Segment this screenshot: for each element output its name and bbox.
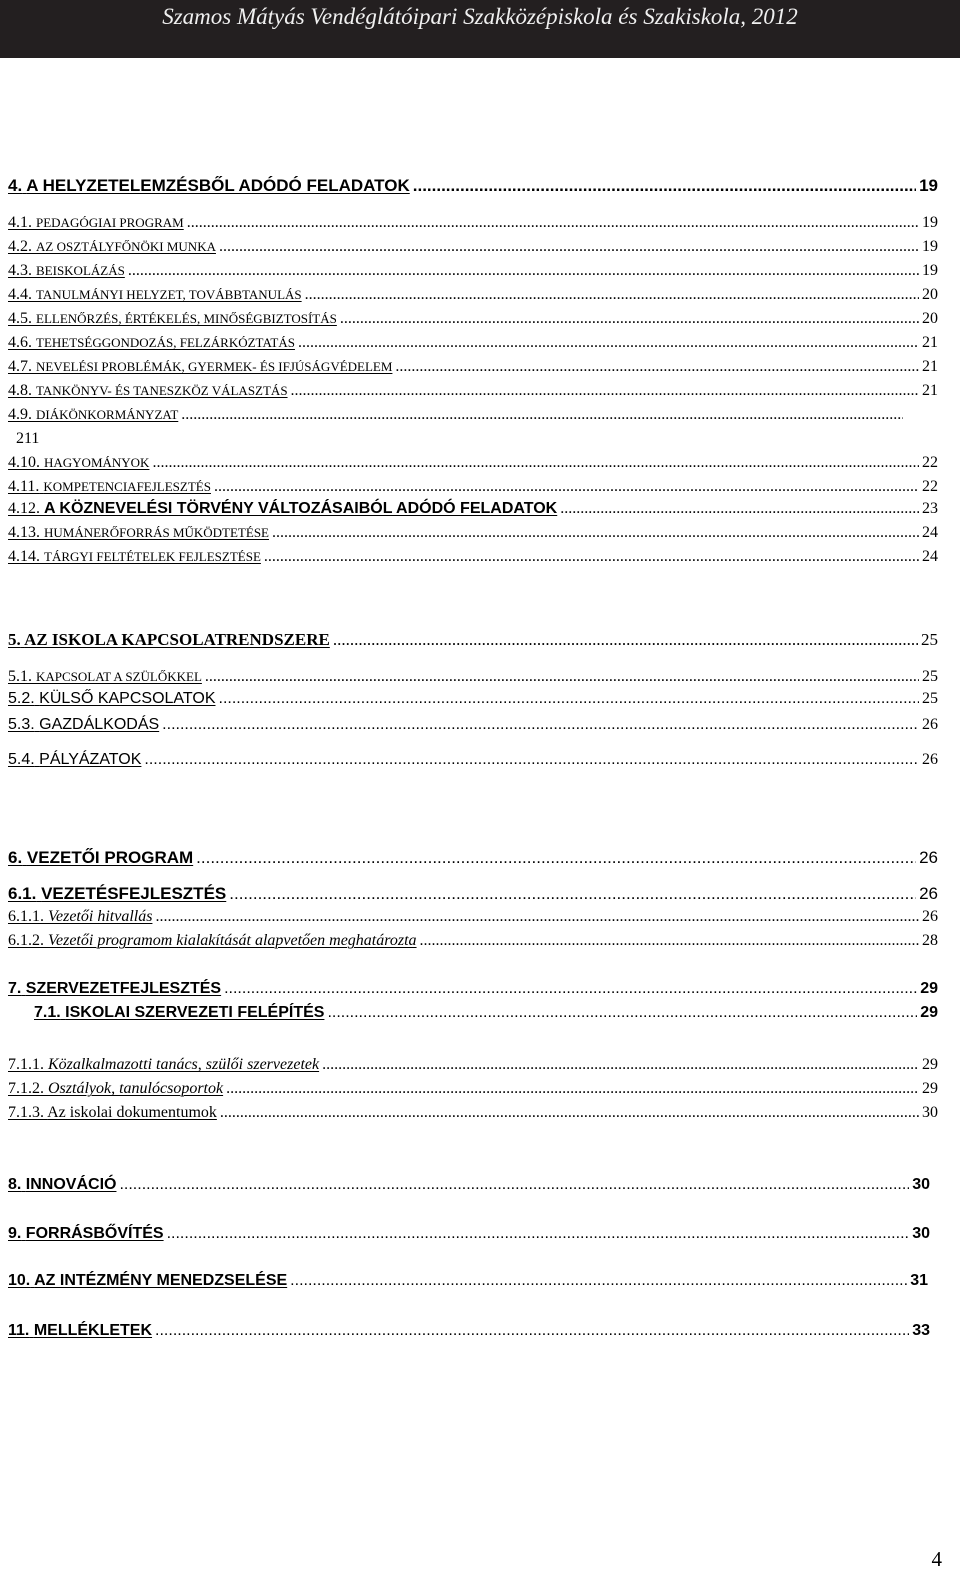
toc-entry-4-1[interactable]: 4.1. PEDAGÓGIAI PROGRAM ..... 19 [8, 214, 938, 232]
page-number: 4 [931, 1547, 942, 1571]
toc-entry-6-1[interactable]: 6.1. VEZETÉSFEJLESZTÉS ..... 26 [8, 884, 938, 904]
toc-entry-4-5[interactable]: 4.5. ELLENŐRZÉS, ÉRTÉKELÉS, MINŐSÉGBIZTOSÍTÁS ..... 20 [8, 310, 938, 328]
toc-entry-6[interactable]: 6. VEZETŐI PROGRAM ..... 26 [8, 848, 938, 868]
toc-entry-6-1-2[interactable]: 6.1.2. Vezetői programom kialakítását alapvetően meghatározta ..... 28 [8, 932, 938, 950]
toc-entry-5-2[interactable]: 5.2. KÜLSŐ KAPCSOLATOK ..... 25 [8, 690, 938, 708]
toc-entry-7-1-2[interactable]: 7.1.2. Osztályok, tanulócsoportok ..... 29 [8, 1080, 938, 1098]
toc-entry-7-1-1[interactable]: 7.1.1. Közalkalmazotti tanács, szülői szervezetek ..... 29 [8, 1056, 938, 1074]
toc-entry-4-9[interactable]: 4.9. DIÁKÖNKORMÁNYZAT ..... [8, 406, 906, 424]
toc-entry-11[interactable]: 11. MELLÉKLETEK ..... 33 [8, 1322, 930, 1340]
toc-entry-4-10[interactable]: 4.10. HAGYOMÁNYOK ..... 22 [8, 454, 938, 472]
toc-entry-4-9-page: 211 [16, 430, 40, 447]
toc-entry-9[interactable]: 9. FORRÁSBŐVÍTÉS ..... 30 [8, 1225, 930, 1243]
toc-entry-7-1[interactable]: 7.1. ISKOLAI SZERVEZETI FELÉPÍTÉS ..... 29 [34, 1004, 938, 1022]
toc-entry-4-8[interactable]: 4.8. TANKÖNYV- ÉS TANESZKÖZ VÁLASZTÁS ..... 21 [8, 382, 938, 400]
toc-entry-5-1[interactable]: 5.1. KAPCSOLAT A SZÜLŐKKEL ..... 25 [8, 668, 938, 686]
toc-entry-4-4[interactable]: 4.4. TANULMÁNYI HELYZET, TOVÁBBTANULÁS ..... 20 [8, 286, 938, 304]
toc-entry-5[interactable]: 5. AZ ISKOLA KAPCSOLATRENDSZERE ..... 25 [8, 630, 938, 650]
toc-entry-5-4[interactable]: 5.4. PÁLYÁZATOK ..... 26 [8, 751, 938, 769]
toc-entry-7[interactable]: 7. SZERVEZETFEJLESZTÉS ..... 29 [8, 980, 938, 998]
toc-entry-6-1-1[interactable]: 6.1.1. Vezetői hitvallás ..... 26 [8, 908, 938, 926]
toc-entry-4-11[interactable]: 4.11. KOMPETENCIAFEJLESZTÉS ..... 22 [8, 478, 938, 496]
toc-entry-4-2[interactable]: 4.2. AZ OSZTÁLYFŐNÖKI MUNKA ..... 19 [8, 238, 938, 256]
toc-entry-4-7[interactable]: 4.7. NEVELÉSI PROBLÉMÁK, GYERMEK- ÉS IFJÚSÁGVÉDELEM ..... 21 [8, 358, 938, 376]
toc-entry-4[interactable]: 4. A HELYZETELEMZÉSBŐL ADÓDÓ FELADATOK ..... 19 [8, 176, 938, 196]
header-title: Szamos Mátyás Vendéglátóipari Szakközépiskola és Szakiskola, 2012 [162, 4, 798, 29]
toc-entry-4-3[interactable]: 4.3. BEISKOLÁZÁS ..... 19 [8, 262, 938, 280]
toc-entry-4-6[interactable]: 4.6. TEHETSÉGGONDOZÁS, FELZÁRKÓZTATÁS ..... 21 [8, 334, 938, 352]
toc-entry-5-3[interactable]: 5.3. GAZDÁLKODÁS ..... 26 [8, 716, 938, 734]
toc-entry-4-12[interactable]: 4.12. A KÖZNEVELÉSI TÖRVÉNY VÁLTOZÁSAIBÓL ADÓDÓ FELADATOK ..... 23 [8, 500, 938, 518]
toc-entry-10[interactable]: 10. AZ INTÉZMÉNY MENEDZSELÉSE ..... 31 [8, 1272, 928, 1290]
toc-entry-7-1-3[interactable]: 7.1.3. Az iskolai dokumentumok ..... 30 [8, 1104, 938, 1122]
toc-entry-4-13[interactable]: 4.13. HUMÁNERŐFORRÁS MŰKÖDTETÉSE ..... 24 [8, 524, 938, 542]
toc-entry-4-14[interactable]: 4.14. TÁRGYI FELTÉTELEK FEJLESZTÉSE ..... 24 [8, 548, 938, 566]
toc-entry-8[interactable]: 8. INNOVÁCIÓ ..... 30 [8, 1176, 930, 1194]
